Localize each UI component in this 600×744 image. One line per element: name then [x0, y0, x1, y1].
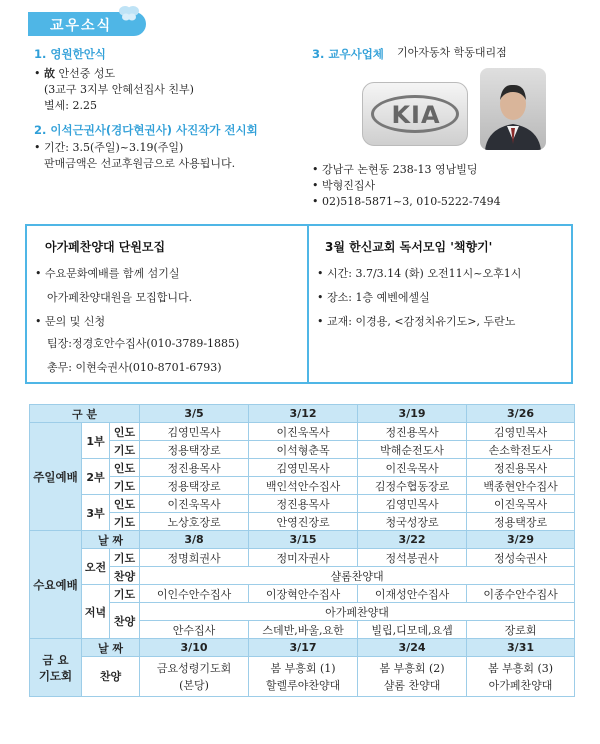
friday-date: 3/17	[249, 639, 358, 657]
deceased-mark: 故	[44, 67, 55, 80]
section1-line2: (3교구 3지부 안혜선집사 친부)	[44, 83, 194, 96]
table-cell: 백종현안수집사	[467, 477, 575, 495]
table-row	[30, 531, 575, 549]
friday-date: 3/24	[358, 639, 467, 657]
praise-label: 찬양	[110, 567, 140, 585]
table-cell: 김영민목사	[358, 495, 467, 513]
table-cell: 정용택장로	[467, 513, 575, 531]
table-cell: 정명희권사	[140, 549, 249, 567]
friday-item-line2: (본당)	[179, 678, 209, 692]
kia-logo	[362, 82, 468, 146]
portrait-photo	[480, 68, 546, 150]
table-row	[30, 657, 575, 697]
table-cell: 이재성안수집사	[358, 585, 467, 603]
sunday-date: 3/19	[358, 405, 467, 423]
friday-label-line2: 기도회	[38, 668, 73, 683]
service-3-label: 3부	[82, 495, 110, 531]
table-cell: 정용택장로	[140, 441, 249, 459]
table-cell: 청국성장로	[358, 513, 467, 531]
sunday-date: 3/5	[140, 405, 249, 423]
lead-label: 인도	[110, 459, 140, 477]
header-category: 구 분	[30, 405, 140, 423]
table-cell: 김영민목사	[249, 459, 358, 477]
kia-logo-text: KIA	[391, 101, 441, 129]
table-cell	[358, 657, 467, 697]
table-cell: 손소학전도사	[467, 441, 575, 459]
choir-recruit-item1b: 아가페찬양대원을 모집합니다.	[47, 291, 193, 304]
section1-line3: 별세: 2.25	[44, 99, 97, 112]
section1-line1	[34, 66, 115, 82]
table-row	[30, 441, 575, 459]
table-cell: 이종수안수집사	[467, 585, 575, 603]
lead-label: 인도	[110, 423, 140, 441]
friday-item-line1: 봄 부흥회 (2)	[379, 661, 445, 675]
pray-label: 기도	[110, 585, 140, 603]
table-cell: 노상호장로	[140, 513, 249, 531]
morning-choir: 샬롬찬양대	[140, 567, 575, 585]
table-row	[30, 549, 575, 567]
date-label: 날 짜	[82, 639, 140, 657]
friday-item-line2: 아가페찬양대	[488, 678, 553, 692]
pray-label: 기도	[110, 549, 140, 567]
table-cell: 이석형춘목	[249, 441, 358, 459]
section2-title: 2. 이석근권사(경다현권사) 사진작가 전시회	[34, 123, 258, 137]
lead-label: 인도	[110, 495, 140, 513]
table-cell: 이진욱목사	[467, 495, 575, 513]
table-cell: 김영민목사	[140, 423, 249, 441]
table-cell	[467, 657, 575, 697]
sunday-date: 3/26	[467, 405, 575, 423]
friday-prayer-label	[30, 639, 82, 697]
friday-item-line2: 샬롬 찬양대	[383, 678, 441, 692]
table-cell: 정성숙권사	[467, 549, 575, 567]
service-1-label: 1부	[82, 423, 110, 459]
evening-label: 저녁	[82, 585, 110, 639]
table-cell: 정진용목사	[467, 459, 575, 477]
wednesday-service-label: 수요예배	[30, 531, 82, 639]
section2-line1: • 기간: 3.5(주일)~3.19(주일)	[34, 140, 183, 156]
morning-label: 오전	[82, 549, 110, 585]
table-cell	[249, 657, 358, 697]
table-row	[30, 495, 575, 513]
table-cell: 이진욱목사	[140, 495, 249, 513]
butterfly-icon	[118, 4, 140, 22]
table-row	[30, 477, 575, 495]
table-cell: 정진용목사	[249, 495, 358, 513]
service-2-label: 2부	[82, 459, 110, 495]
friday-date: 3/10	[140, 639, 249, 657]
table-cell: 장로회	[467, 621, 575, 639]
wednesday-date: 3/22	[358, 531, 467, 549]
table-cell: 안영진장로	[249, 513, 358, 531]
table-cell: 빌립,디모데,요셉	[358, 621, 467, 639]
table-cell: 이장혁안수집사	[249, 585, 358, 603]
wednesday-date: 3/15	[249, 531, 358, 549]
book-club-place: • 장소: 1층 예벤에셀실	[317, 290, 430, 306]
sunday-date: 3/12	[249, 405, 358, 423]
pray-label: 기도	[110, 477, 140, 495]
choir-recruit-item2: • 문의 및 신청	[35, 314, 105, 330]
table-cell: 박해순전도사	[358, 441, 467, 459]
table-cell: 정진용목사	[140, 459, 249, 477]
choir-contact-leader: 팀장:정경호안수집사(010-3789-1885)	[47, 337, 240, 350]
table-cell: 정석봉권사	[358, 549, 467, 567]
table-row	[30, 585, 575, 603]
table-cell: 김영민목사	[467, 423, 575, 441]
table-row	[30, 513, 575, 531]
friday-item-line1: 봄 부흥회 (3)	[487, 661, 554, 675]
section2-line2: 판매금액은 선교후원금으로 사용됩니다.	[44, 157, 236, 170]
table-cell: 안수집사	[140, 621, 249, 639]
business-address: • 강남구 논현동 238-13 영남빌딩	[312, 162, 477, 178]
table-cell: 스데반,바울,요한	[249, 621, 358, 639]
table-cell: 정미자권사	[249, 549, 358, 567]
praise-label: 찬양	[110, 603, 140, 639]
choir-contact-secretary: 총무: 이현숙권사(010-8701-6793)	[47, 361, 222, 374]
wednesday-date: 3/29	[467, 531, 575, 549]
table-row	[30, 603, 575, 621]
evening-choir: 아가페찬양대	[140, 603, 575, 621]
table-row	[30, 639, 575, 657]
deceased-name: 안선중 성도	[55, 67, 116, 80]
section3-title: 3. 교우사업체	[312, 47, 384, 61]
friday-item-line1: 금요성령기도회	[156, 661, 232, 675]
friday-item-line1: 봄 부흥회 (1)	[270, 661, 336, 675]
section1-title: 1. 영원한안식	[34, 47, 106, 61]
book-club-box	[307, 224, 573, 384]
table-cell: 김정수협동장로	[358, 477, 467, 495]
table-cell: 백인석안수집사	[249, 477, 358, 495]
book-club-time: • 시간: 3.7/3.14 (화) 오전11시~오후1시	[317, 266, 521, 282]
sunday-service-label: 주일예배	[30, 423, 82, 531]
book-club-title: 3월 한신교회 독서모임 '책향기'	[325, 240, 493, 254]
choir-recruit-title: 아가페찬양대 단원모집	[45, 240, 166, 254]
table-cell: 이인수안수집사	[140, 585, 249, 603]
section-tag-label: 교우소식	[50, 18, 113, 34]
friday-item-line2: 할렐루야찬양대	[265, 678, 341, 692]
business-name: 기아자동차 학동대리점	[397, 46, 507, 59]
table-row	[30, 405, 575, 423]
business-owner: • 박형진집사	[312, 178, 375, 194]
table-cell: 이진욱목사	[249, 423, 358, 441]
friday-date: 3/31	[467, 639, 575, 657]
business-phone: • 02)518-5871~3, 010-5222-7494	[312, 194, 501, 210]
table-row	[30, 459, 575, 477]
friday-label-line1: 금 요	[42, 652, 69, 667]
table-cell: 이진욱목사	[358, 459, 467, 477]
pray-label: 기도	[110, 513, 140, 531]
wednesday-date: 3/8	[140, 531, 249, 549]
table-row	[30, 423, 575, 441]
table-cell: 정용택장로	[140, 477, 249, 495]
choir-recruit-box	[25, 224, 309, 384]
praise-label: 찬양	[82, 657, 140, 697]
date-label: 날 짜	[82, 531, 140, 549]
book-club-text: • 교재: 이경용, <감정치유기도>, 두란노	[317, 314, 515, 330]
service-schedule-table	[29, 404, 575, 697]
table-cell: 정진용목사	[358, 423, 467, 441]
choir-recruit-item1a: • 수요문화예배를 함께 섬기실	[35, 266, 180, 282]
table-cell	[140, 657, 249, 697]
table-row	[30, 567, 575, 585]
pray-label: 기도	[110, 441, 140, 459]
